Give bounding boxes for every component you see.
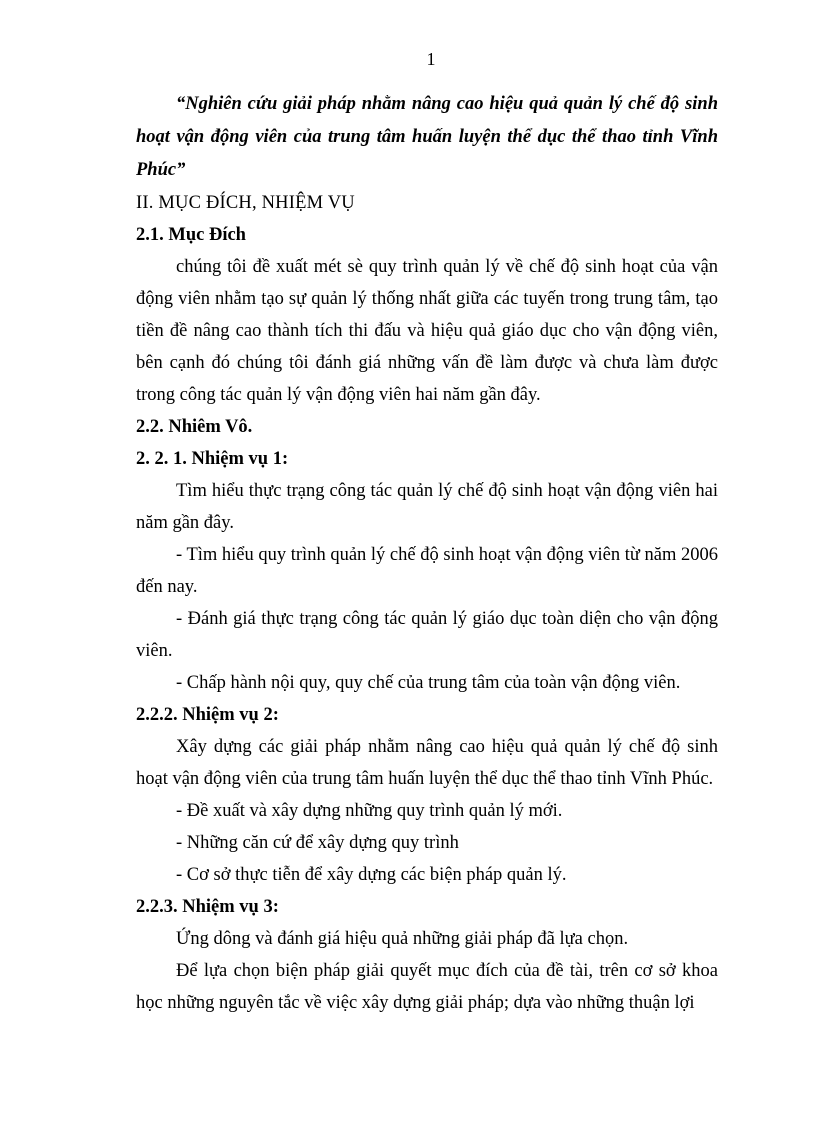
page-number: 1	[426, 49, 436, 69]
task3-intro: Ứng dông và đánh giá hiệu quả những giải pháp đã lựa chọn.	[176, 929, 629, 949]
task1-item: - Đánh giá thực trạng công tác quản lý giáo dục toàn diện cho vận động viên.	[136, 609, 718, 661]
purpose-paragraph: chúng tôi đề xuất mét sè quy trình quản lý về chế độ sinh hoạt của vận động viên nhằm tạo sự quản lý thống nhất giữa các tuyến trong trung tâm, tạo tiền đề nâng cao thành tích thi đấu và hiệu quả giáo dục cho vận động viên, bên cạnh đó chúng tôi đánh giá những vấn đề làm được và chưa làm được trong công tác quản lý vận động viên hai năm gần đây.	[136, 257, 718, 405]
task3-heading: 2.2.3. Nhiệm vụ 3:	[136, 897, 279, 917]
task2-intro: Xây dựng các giải pháp nhằm nâng cao hiệu quả quản lý chế độ sinh hoạt vận động viên của trung tâm huấn luyện thể dục thể thao tỉnh Vĩnh Phúc.	[136, 737, 718, 789]
task2-item: - Đề xuất và xây dựng những quy trình quản lý mới.	[176, 801, 563, 821]
task1-intro: Tìm hiểu thực trạng công tác quản lý chế độ sinh hoạt vận động viên hai năm gần đây.	[136, 481, 718, 533]
tasks-heading: 2.2. Nhiêm Vô.	[136, 417, 253, 437]
document-title: “Nghiên cứu giải pháp nhằm nâng cao hiệu quả quản lý chế độ sinh hoạt vận động viên của trung tâm huấn luyện thể dục thể thao tỉnh Vĩnh Phúc”	[136, 94, 718, 180]
task2-item: - Những căn cứ để xây dựng quy trình	[176, 833, 459, 853]
task3-paragraph: Để lựa chọn biện pháp giải quyết mục đích của đề tài, trên cơ sở khoa học những nguyên tắc về việc xây dựng giải pháp; dựa vào những thuận lợi	[136, 961, 718, 1013]
page-content	[136, 88, 718, 1019]
task1-item: - Chấp hành nội quy, quy chế của trung tâm của toàn vận động viên.	[176, 673, 681, 693]
purpose-heading: 2.1. Mục Đích	[136, 225, 246, 245]
task2-item: - Cơ sở thực tiễn để xây dựng các biện pháp quản lý.	[176, 865, 567, 885]
task1-item: - Tìm hiểu quy trình quản lý chế độ sinh hoạt vận động viên từ năm 2006 đến nay.	[136, 545, 718, 597]
section-heading: II. MỤC ĐÍCH, NHIỆM VỤ	[136, 193, 355, 213]
task1-heading: 2. 2. 1. Nhiệm vụ 1:	[136, 449, 289, 469]
task2-heading: 2.2.2. Nhiệm vụ 2:	[136, 705, 279, 725]
